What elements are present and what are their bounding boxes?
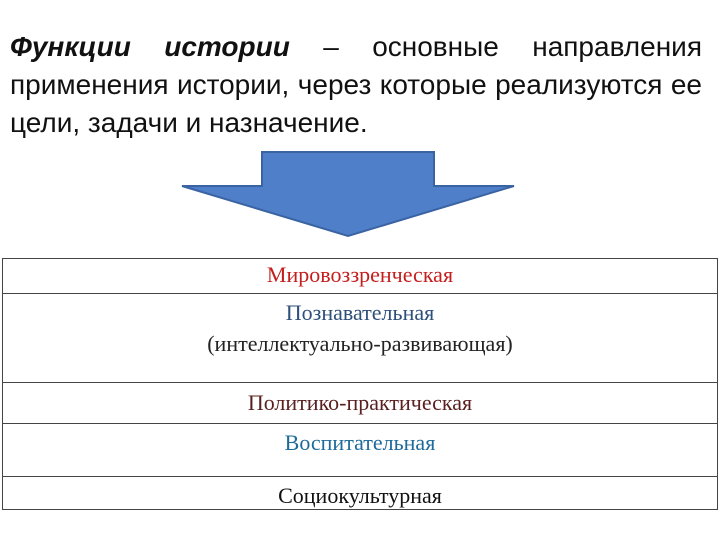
function-row-political-practical [3, 382, 717, 423]
functions-table [2, 258, 718, 510]
function-row-worldview [3, 259, 717, 293]
function-label: Воспитательная [284, 430, 436, 455]
down-arrow-icon [178, 150, 518, 238]
definition-body: – основные направления применения истории, через которые реализуются ее цели, задачи и назначение. [10, 31, 702, 138]
down-arrow-shape [182, 152, 514, 236]
function-label: Познавательная [285, 300, 435, 325]
function-label: Политико-практическая [247, 390, 473, 415]
function-label: Социокультурная [278, 483, 442, 508]
function-row-educational [3, 423, 717, 476]
function-row-cognitive [3, 293, 717, 382]
function-sublabel: (интеллектуально-развивающая) [207, 331, 513, 356]
function-label: Мировоззренческая [266, 262, 454, 287]
definition-text [10, 28, 702, 142]
definition-term: Функции истории [10, 31, 290, 62]
function-row-sociocultural [3, 476, 717, 510]
